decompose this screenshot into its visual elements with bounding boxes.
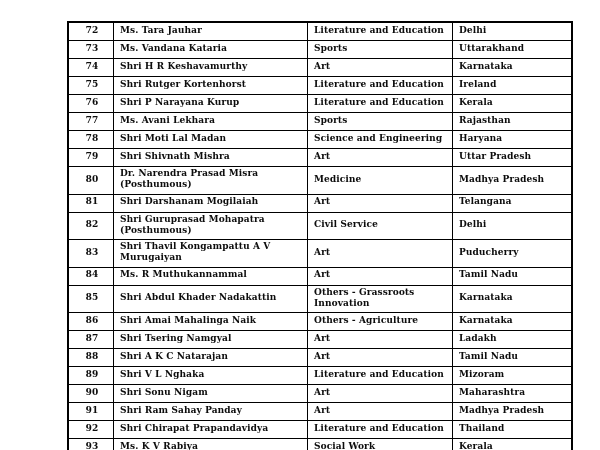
cell-state: Ladakh [453, 331, 573, 349]
cell-state: Rajasthan [453, 113, 573, 131]
cell-no: 88 [68, 349, 114, 367]
cell-no: 90 [68, 385, 114, 403]
cell-field: Literature and Education [308, 95, 453, 113]
cell-name: Ms. Avani Lekhara [114, 113, 308, 131]
cell-field: Art [308, 403, 453, 421]
cell-state: Delhi [453, 22, 573, 41]
table-row [68, 167, 572, 195]
table-row [68, 313, 572, 331]
cell-field: Literature and Education [308, 22, 453, 41]
cell-name: Shri Guruprasad Mohapatra (Posthumous) [114, 212, 308, 240]
cell-name: Shri Darshanam Mogilaiah [114, 194, 308, 212]
table-row [68, 95, 572, 113]
cell-field: Social Work [308, 439, 453, 450]
cell-name: Dr. Narendra Prasad Misra (Posthumous) [114, 167, 308, 195]
cell-field: Art [308, 149, 453, 167]
cell-field: Art [308, 385, 453, 403]
cell-state: Karnataka [453, 313, 573, 331]
table-row [68, 349, 572, 367]
cell-field: Sports [308, 113, 453, 131]
table-row [68, 149, 572, 167]
cell-field: Medicine [308, 167, 453, 195]
cell-state: Telangana [453, 194, 573, 212]
cell-no: 85 [68, 285, 114, 313]
cell-no: 72 [68, 22, 114, 41]
cell-name: Shri Moti Lal Madan [114, 131, 308, 149]
cell-state: Tamil Nadu [453, 267, 573, 285]
cell-no: 81 [68, 194, 114, 212]
table-row [68, 439, 572, 450]
cell-name: Shri Ram Sahay Panday [114, 403, 308, 421]
cell-state: Thailand [453, 421, 573, 439]
cell-name: Ms. Tara Jauhar [114, 22, 308, 41]
cell-name: Shri A K C Natarajan [114, 349, 308, 367]
cell-field: Art [308, 194, 453, 212]
cell-no: 76 [68, 95, 114, 113]
cell-no: 86 [68, 313, 114, 331]
table-row [68, 41, 572, 59]
cell-name: Ms. R Muthukannammal [114, 267, 308, 285]
cell-state: Madhya Pradesh [453, 403, 573, 421]
cell-no: 83 [68, 240, 114, 268]
table-row [68, 385, 572, 403]
cell-no: 78 [68, 131, 114, 149]
cell-state: Puducherry [453, 240, 573, 268]
cell-state: Delhi [453, 212, 573, 240]
cell-state: Mizoram [453, 367, 573, 385]
table-row [68, 77, 572, 95]
cell-name: Shri Abdul Khader Nadakattin [114, 285, 308, 313]
cell-name: Shri Tsering Namgyal [114, 331, 308, 349]
table-row [68, 194, 572, 212]
cell-field: Sports [308, 41, 453, 59]
cell-state: Madhya Pradesh [453, 167, 573, 195]
cell-state: Kerala [453, 95, 573, 113]
cell-field: Literature and Education [308, 367, 453, 385]
table-row [68, 331, 572, 349]
table-row [68, 131, 572, 149]
cell-name: Ms. K V Rabiya [114, 439, 308, 450]
table-row [68, 285, 572, 313]
cell-name: Shri V L Nghaka [114, 367, 308, 385]
cell-no: 80 [68, 167, 114, 195]
table-row [68, 212, 572, 240]
table-row [68, 59, 572, 77]
cell-name: Shri Chirapat Prapandavidya [114, 421, 308, 439]
cell-field: Art [308, 349, 453, 367]
cell-field: Science and Engineering [308, 131, 453, 149]
awardees-table [67, 21, 573, 450]
awardees-table-body [68, 22, 572, 450]
table-row [68, 113, 572, 131]
cell-state: Uttarakhand [453, 41, 573, 59]
cell-state: Karnataka [453, 59, 573, 77]
table-row [68, 403, 572, 421]
cell-state: Tamil Nadu [453, 349, 573, 367]
cell-state: Kerala [453, 439, 573, 450]
cell-state: Haryana [453, 131, 573, 149]
cell-field: Civil Service [308, 212, 453, 240]
cell-name: Shri Sonu Nigam [114, 385, 308, 403]
cell-field: Art [308, 59, 453, 77]
cell-state: Uttar Pradesh [453, 149, 573, 167]
table-row [68, 421, 572, 439]
cell-no: 73 [68, 41, 114, 59]
cell-name: Ms. Vandana Kataria [114, 41, 308, 59]
cell-no: 87 [68, 331, 114, 349]
cell-state: Ireland [453, 77, 573, 95]
cell-field: Others - Grassroots Innovation [308, 285, 453, 313]
cell-no: 93 [68, 439, 114, 450]
cell-no: 77 [68, 113, 114, 131]
cell-no: 89 [68, 367, 114, 385]
cell-no: 79 [68, 149, 114, 167]
cell-name: Shri P Narayana Kurup [114, 95, 308, 113]
cell-state: Maharashtra [453, 385, 573, 403]
cell-field: Art [308, 331, 453, 349]
cell-name: Shri Thavil Kongampattu A V Murugaiyan [114, 240, 308, 268]
table-row [68, 367, 572, 385]
cell-no: 75 [68, 77, 114, 95]
table-row [68, 240, 572, 268]
cell-field: Art [308, 267, 453, 285]
cell-name: Shri Amai Mahalinga Naik [114, 313, 308, 331]
cell-field: Literature and Education [308, 77, 453, 95]
cell-field: Literature and Education [308, 421, 453, 439]
cell-name: Shri Shivnath Mishra [114, 149, 308, 167]
cell-no: 74 [68, 59, 114, 77]
cell-no: 91 [68, 403, 114, 421]
cell-field: Others - Agriculture [308, 313, 453, 331]
table-row [68, 22, 572, 41]
cell-name: Shri Rutger Kortenhorst [114, 77, 308, 95]
cell-state: Karnataka [453, 285, 573, 313]
cell-no: 84 [68, 267, 114, 285]
cell-name: Shri H R Keshavamurthy [114, 59, 308, 77]
table-row [68, 267, 572, 285]
cell-field: Art [308, 240, 453, 268]
cell-no: 92 [68, 421, 114, 439]
cell-no: 82 [68, 212, 114, 240]
